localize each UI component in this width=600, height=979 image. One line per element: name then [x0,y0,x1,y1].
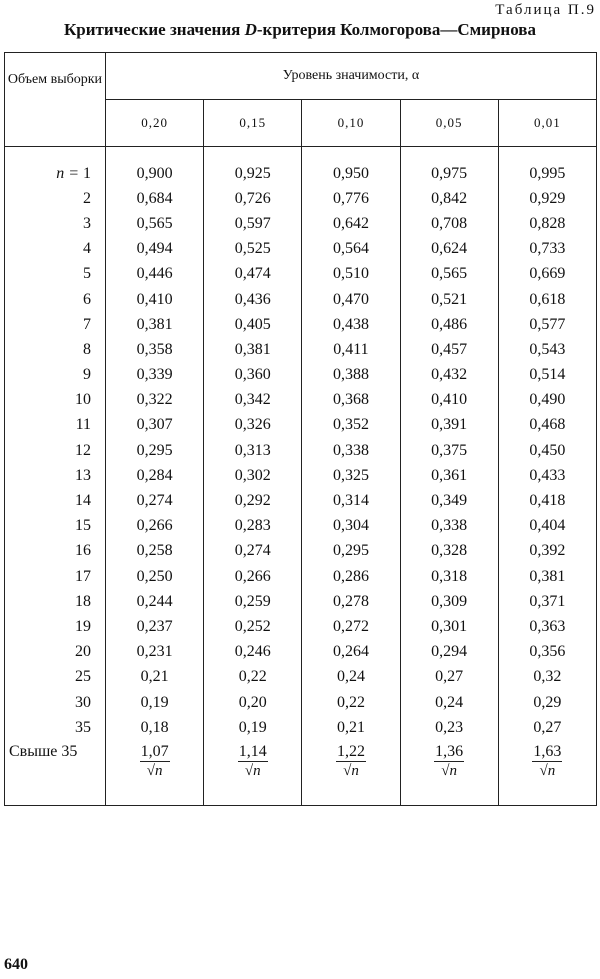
table-row [5,640,597,665]
critical-value-cell: 0,360 [204,363,302,388]
sample-size-value: 20 [75,643,91,661]
critical-value-cell: 0,313 [204,438,302,463]
critical-value-cell: 0,284 [106,463,204,488]
sample-size-cell [5,715,106,740]
critical-value-cell: 0,21 [302,715,400,740]
critical-value-cell: 0,259 [204,589,302,614]
critical-value-cell: 0,375 [400,438,498,463]
critical-value-cell: 0,514 [498,363,596,388]
critical-value-cell: 0,23 [400,715,498,740]
sample-size-cell [5,539,106,564]
sample-size-value: 35 [75,718,91,736]
critical-value-cell: 0,371 [498,589,596,614]
sample-size-value: 12 [75,441,91,459]
significance-level-header: Уровень значимости, α [106,53,597,100]
table-row [5,514,597,539]
critical-value-cell: 0,250 [106,564,204,589]
title-letter: D [244,20,257,39]
critical-value-cell: 0,352 [302,413,400,438]
critical-value-cell: 0,20 [204,690,302,715]
critical-value-cell: 0,381 [498,564,596,589]
sample-size-cell [5,413,106,438]
formula-cell [204,740,302,806]
critical-value-cell: 0,252 [204,614,302,639]
critical-value-cell: 0,411 [302,337,400,362]
formula-cell [498,740,596,806]
critical-value-cell: 0,24 [400,690,498,715]
n-prefix: n = [56,164,83,182]
formula-cell [302,740,400,806]
table-row [5,589,597,614]
critical-value-cell: 0,642 [302,211,400,236]
table-row [5,186,597,211]
critical-value-cell: 0,283 [204,514,302,539]
critical-value-cell: 0,264 [302,640,400,665]
sqrt-n-denominator: √n [539,763,556,780]
critical-value-cell: 0,274 [204,539,302,564]
critical-value-cell: 0,391 [400,413,498,438]
sample-size-value: 18 [75,592,91,610]
critical-value-cell: 0,358 [106,337,204,362]
table-row [5,715,597,740]
critical-value-cell: 0,597 [204,211,302,236]
fraction [336,743,366,780]
critical-value-cell: 0,669 [498,262,596,287]
critical-value-cell: 0,21 [106,665,204,690]
critical-value-cell: 0,624 [400,237,498,262]
sample-size-value: 4 [83,240,91,258]
critical-value-cell: 0,726 [204,186,302,211]
critical-value-cell: 0,733 [498,237,596,262]
table-row [5,665,597,690]
page-number: 640 [4,956,28,973]
sample-size-value: 6 [83,290,91,308]
critical-value-cell: 0,543 [498,337,596,362]
fraction [140,743,170,780]
critical-value-cell: 0,18 [106,715,204,740]
critical-value-cell: 0,237 [106,614,204,639]
fraction-numerator: 1,14 [238,743,267,761]
critical-value-cell: 0,995 [498,147,596,187]
critical-value-cell: 0,929 [498,186,596,211]
critical-value-cell: 0,339 [106,363,204,388]
critical-value-cell: 0,302 [204,463,302,488]
critical-value-cell: 0,521 [400,287,498,312]
critical-value-cell: 0,925 [204,147,302,187]
fraction [434,743,464,780]
sample-size-value: 14 [75,492,91,510]
fraction-numerator: 1,07 [140,743,169,761]
sample-size-cell [5,589,106,614]
formula-cell [106,740,204,806]
sample-size-cell [5,262,106,287]
sample-size-cell [5,488,106,513]
critical-value-cell: 0,22 [204,665,302,690]
critical-value-cell: 0,27 [400,665,498,690]
table-row [5,312,597,337]
sample-size-cell [5,186,106,211]
fraction-numerator: 1,36 [435,743,464,761]
sample-size-cell [5,388,106,413]
table-row [5,147,597,187]
sample-size-value: 5 [83,265,91,283]
critical-value-cell: 0,468 [498,413,596,438]
critical-value-cell: 0,410 [106,287,204,312]
critical-value-cell: 0,381 [106,312,204,337]
title-suffix: -критерия Колмогорова—Смирнова [256,20,536,39]
critical-value-cell: 0,322 [106,388,204,413]
critical-value-cell: 0,304 [302,514,400,539]
critical-value-cell: 0,309 [400,589,498,614]
critical-value-cell: 0,510 [302,262,400,287]
critical-value-cell: 0,684 [106,186,204,211]
critical-value-cell: 0,525 [204,237,302,262]
sample-size-value: 9 [83,366,91,384]
critical-values-table [4,52,597,806]
critical-value-cell: 0,975 [400,147,498,187]
sample-size-value: 30 [75,693,91,711]
critical-value-cell: 0,27 [498,715,596,740]
critical-value-cell: 0,266 [106,514,204,539]
sample-size-header: Объем выборки [5,53,106,147]
critical-value-cell: 0,325 [302,463,400,488]
critical-value-cell: 0,433 [498,463,596,488]
critical-value-cell: 0,418 [498,488,596,513]
critical-value-cell: 0,494 [106,237,204,262]
fraction [532,743,562,780]
critical-value-cell: 0,295 [302,539,400,564]
sample-size-value: 7 [83,315,91,333]
critical-value-cell: 0,294 [400,640,498,665]
critical-value-cell: 0,708 [400,211,498,236]
table-row [5,287,597,312]
table-row [5,438,597,463]
critical-value-cell: 0,363 [498,614,596,639]
table-row [5,363,597,388]
critical-value-cell: 0,328 [400,539,498,564]
table-row [5,488,597,513]
critical-value-cell: 0,381 [204,337,302,362]
critical-value-cell: 0,318 [400,564,498,589]
fraction [238,743,268,780]
critical-value-cell: 0,564 [302,237,400,262]
sample-size-cell [5,363,106,388]
table-row [5,463,597,488]
critical-value-cell: 0,618 [498,287,596,312]
critical-value-cell: 0,577 [498,312,596,337]
critical-value-cell: 0,19 [204,715,302,740]
critical-value-cell: 0,405 [204,312,302,337]
table-body [5,147,597,741]
table-row-above-35 [5,740,597,806]
sample-size-value: 19 [75,617,91,635]
alpha-header-1: 0,15 [204,100,302,147]
critical-value-cell: 0,29 [498,690,596,715]
critical-value-cell: 0,22 [302,690,400,715]
critical-value-cell: 0,392 [498,539,596,564]
sample-size-cell [5,147,106,187]
sqrt-n-denominator: √n [244,763,261,780]
critical-value-cell: 0,301 [400,614,498,639]
critical-value-cell: 0,410 [400,388,498,413]
table-row [5,614,597,639]
alpha-header-3: 0,05 [400,100,498,147]
critical-value-cell: 0,278 [302,589,400,614]
critical-value-cell: 0,446 [106,262,204,287]
title-prefix: Критические значения [63,20,245,39]
critical-value-cell: 0,286 [302,564,400,589]
critical-value-cell: 0,486 [400,312,498,337]
critical-value-cell: 0,32 [498,665,596,690]
critical-value-cell: 0,295 [106,438,204,463]
fraction-numerator: 1,22 [336,743,365,761]
critical-value-cell: 0,314 [302,488,400,513]
sample-size-cell [5,514,106,539]
critical-value-cell: 0,274 [106,488,204,513]
critical-value-cell: 0,266 [204,564,302,589]
table-row [5,413,597,438]
sqrt-n-denominator: √n [343,763,359,780]
critical-value-cell: 0,356 [498,640,596,665]
critical-value-cell: 0,292 [204,488,302,513]
critical-value-cell: 0,474 [204,262,302,287]
sample-size-cell [5,640,106,665]
critical-value-cell: 0,565 [106,211,204,236]
critical-value-cell: 0,432 [400,363,498,388]
sample-size-cell [5,337,106,362]
critical-value-cell: 0,388 [302,363,400,388]
critical-value-cell: 0,326 [204,413,302,438]
sample-size-cell [5,614,106,639]
alpha-header-0: 0,20 [106,100,204,147]
table-row [5,262,597,287]
critical-value-cell: 0,246 [204,640,302,665]
sample-size-cell [5,237,106,262]
sample-size-cell [5,211,106,236]
alpha-header-4: 0,01 [498,100,596,147]
critical-value-cell: 0,490 [498,388,596,413]
sample-size-value: 8 [83,340,91,358]
critical-value-cell: 0,900 [106,147,204,187]
critical-value-cell: 0,231 [106,640,204,665]
sqrt-n-denominator: √n [146,763,163,780]
sample-size-value: 25 [75,668,91,686]
table-row [5,237,597,262]
critical-value-cell: 0,244 [106,589,204,614]
sample-size-cell [5,463,106,488]
sample-size-cell [5,690,106,715]
critical-value-cell: 0,361 [400,463,498,488]
sample-size-value: 2 [83,189,91,207]
table-label: Таблица П.9 [495,2,596,18]
critical-value-cell: 0,342 [204,388,302,413]
critical-value-cell: 0,438 [302,312,400,337]
critical-value-cell: 0,258 [106,539,204,564]
above-35-label: Свыше 35 [5,740,106,806]
critical-value-cell: 0,565 [400,262,498,287]
critical-value-cell: 0,272 [302,614,400,639]
sqrt-n-denominator: √n [441,763,458,780]
fraction-numerator: 1,63 [533,743,562,761]
critical-value-cell: 0,842 [400,186,498,211]
critical-value-cell: 0,450 [498,438,596,463]
critical-value-cell: 0,368 [302,388,400,413]
critical-value-cell: 0,24 [302,665,400,690]
table-row [5,539,597,564]
sample-size-value: 16 [75,542,91,560]
sample-size-value: 15 [75,517,91,535]
critical-value-cell: 0,19 [106,690,204,715]
sample-size-cell [5,312,106,337]
critical-value-cell: 0,457 [400,337,498,362]
critical-value-cell: 0,470 [302,287,400,312]
page-title [0,20,600,40]
sample-size-cell [5,564,106,589]
sample-size-value: 13 [75,466,91,484]
table-row [5,690,597,715]
sample-size-value: 10 [75,391,91,409]
sample-size-value: 1 [83,164,91,182]
sample-size-cell [5,438,106,463]
sample-size-cell [5,287,106,312]
sample-size-value: 3 [83,214,91,232]
table-row [5,388,597,413]
critical-value-cell: 0,338 [302,438,400,463]
critical-value-cell: 0,828 [498,211,596,236]
critical-value-cell: 0,349 [400,488,498,513]
alpha-header-2: 0,10 [302,100,400,147]
critical-value-cell: 0,404 [498,514,596,539]
critical-value-cell: 0,950 [302,147,400,187]
table-row [5,564,597,589]
critical-value-cell: 0,338 [400,514,498,539]
critical-value-cell: 0,307 [106,413,204,438]
sample-size-value: 17 [75,567,91,585]
table-row [5,337,597,362]
table-row [5,211,597,236]
critical-value-cell: 0,776 [302,186,400,211]
sample-size-value: 11 [75,416,91,434]
sample-size-cell [5,665,106,690]
formula-cell [400,740,498,806]
critical-value-cell: 0,436 [204,287,302,312]
